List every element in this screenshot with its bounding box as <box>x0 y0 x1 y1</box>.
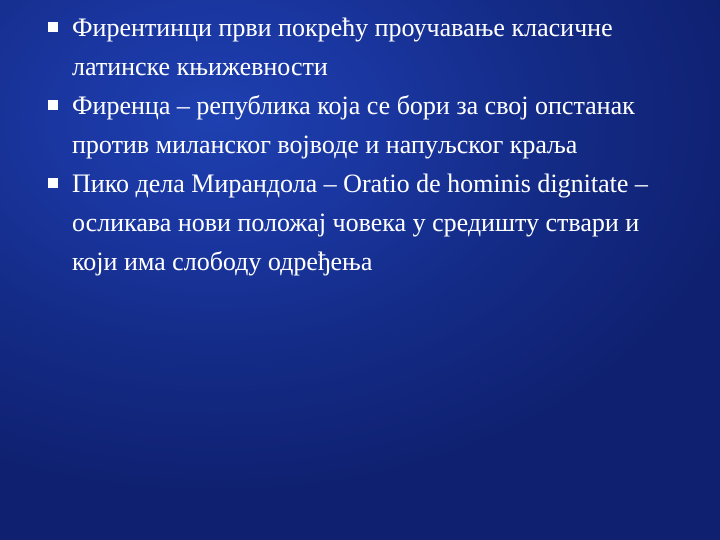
bullet-list <box>48 8 688 281</box>
bullet-text-1: Фирентинци први покрећу проучавање класичне латинске књижевности <box>72 13 613 81</box>
bullet-text-3: Пико дела Мирандола – Oratio de hominis dignitate – осликава нови положај човека у средишту ствари и који има слободу одређења <box>72 169 648 276</box>
bullet-item-2 <box>48 86 688 164</box>
bullet-item-1 <box>48 8 688 86</box>
bullet-item-3 <box>48 164 688 281</box>
square-bullet-icon <box>48 100 58 110</box>
bullet-text-2: Фиренца – република која се бори за свој опстанак против миланског војводе и напуљског краља <box>72 91 635 159</box>
square-bullet-icon <box>48 22 58 32</box>
square-bullet-icon <box>48 178 58 188</box>
